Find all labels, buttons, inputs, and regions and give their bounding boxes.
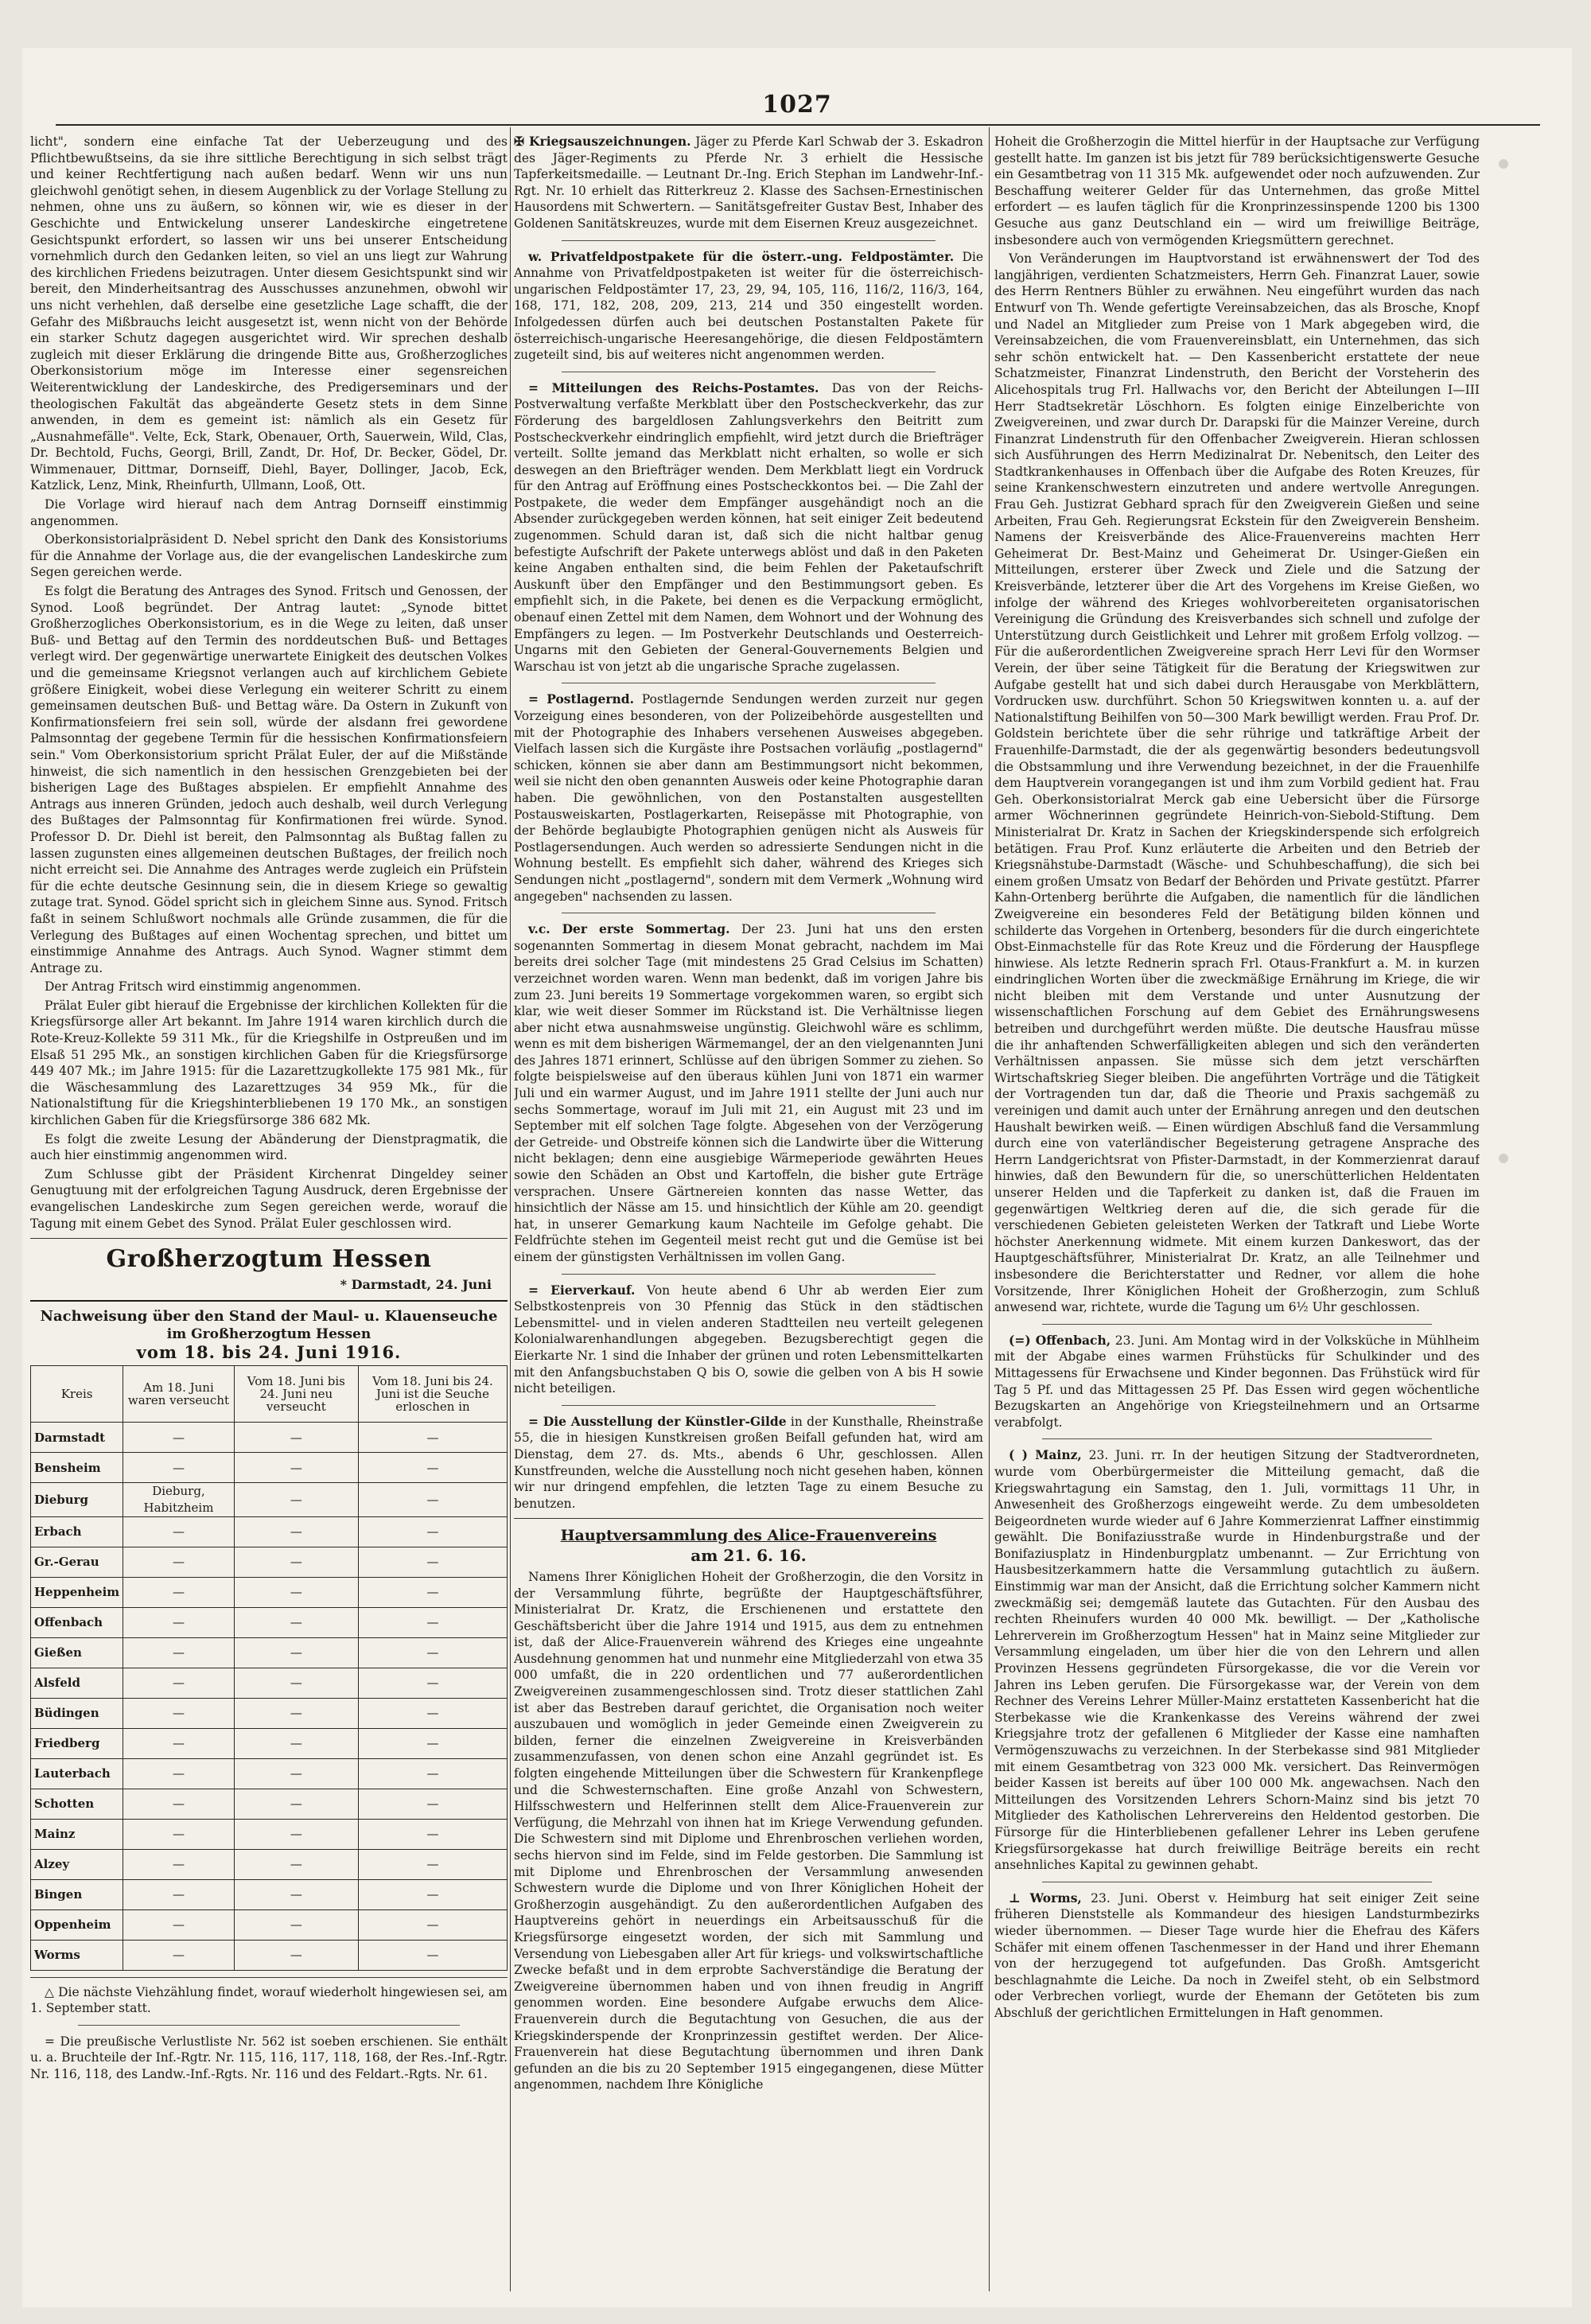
cell-kreis: Bingen: [31, 1879, 123, 1909]
article-eierverkauf: [514, 1283, 983, 1397]
binding-hole: [1499, 159, 1508, 169]
cell-erl: —: [358, 1516, 507, 1547]
table-row: [31, 1423, 508, 1453]
article-paragraph: Hoheit die Großherzogin die Mittel hierfür in der Hauptsache zur Verfügung gestellt hatte. Im ganzen ist bis jetzt für 789 berücksichtigenswerte Gesuche ein Gesamtbetrag von 11 315 Mk. aufgewendet oder noch aufzuwenden. Zur Beschaffung weiterer Gelder für das Unternehmen, das große Mittel erfordert — es laufen täglich für die Kronprinzessinspende 1200 bis 1300 Gesuche aus ganz Deutschland ein — wird um freiwillige Beiträge, insbesondere auch von vermögenden Kriegsmüttern gerechnet.: [994, 134, 1480, 247]
cell-kreis: Büdingen: [31, 1698, 123, 1728]
article-ausstellung: [514, 1414, 983, 1512]
cell-waren: —: [123, 1789, 235, 1819]
table-row: [31, 1940, 508, 1970]
cell-erl: —: [358, 1698, 507, 1728]
table-row: [31, 1607, 508, 1637]
article-heading: ⊥ Worms,: [1009, 1890, 1082, 1906]
article-paragraph: Von Veränderungen im Hauptvorstand ist erwähnenswert der Tod des langjährigen, verdienten Schatzmeisters, Herrn Geh. Finanzrat Lauer, sowie des Herrn Rentners Bühler zu erwähnen. Neu eingeführt wurden das nach Entwurf von Th. Wende gefertigte Vereinsabzeichen, das als Brosche, Knopf und Nadel an Mitglieder zum Preise von 1 Mark abgegeben wird, die Vereinsabzeichen, die vom Frauenvereinsblatt, ein Unternehmen, das sich sehr schön entwickelt hat. — Den Kassenbericht erstattete der neue Schatzmeister, Finanzrat Lindenstruth, den Bericht der Vorsteherin des Alicehospitals trug Frl. Hallwachs vor, den Bericht der Abteilungen I—III Herr Stadtsekretär Löschhorn. Es folgten einige Einzelberichte von Zweigvereinen, und zwar durch Dr. Darapski für die Mainzer Vereine, durch Finanzrat Lindenstruth für den Offenbacher Zweigverein. Hieran schlossen sich Ausführungen des Herrn Medizinalrat Dr. Nebenitsch, den Leiter des Stadtkrankenhauses in Offenbach über die Aufgabe des Roten Kreuzes, für seine Krankenschwestern einzutreten und andere wertvolle Anregungen. Frau Geh. Justizrat Gebhard sprach für den Zweigverein Gießen und seine Arbeiten, Frau Geh. Regierungsrat Eckstein für den Zweigverein Bensheim. Namens der Kreisverbände des Alice-Frauenvereins machten Herr Geheimerat Dr. Best-Mainz und Geheimerat Dr. Usinger-Gießen ein Mitteilungen, ersterer über Zweck und Ziele und die Satzung der Kreisverbände, letzterer über die Art des Vorgehens im Kreise Gießen, wo infolge der während des Krieges wohlvorbereiteten organisatorischen Vereinigung die Gründung des Kreisverbandes sich schnell und zufolge der Unterstützung durch Geistlichkeit und Lehrer mit großem Erfolg vollzog. — Für die außerordentlichen Zweigvereine sprach Herr Levi für den Wormser Verein, der über seine Tätigkeit für die Beratung der Kriegswitwen zur Aufgabe gestellt hat und sich dabei durch Herausgabe von Merkblättern, Vordrucken usw. durchführt. Schon 50 Kriegswitwen konnten u. a. auf der Nationalstiftung Beihilfen von 50—300 Mark bewilligt werden. Frau Prof. Dr. Goldstein berichtete über die sehr rührige und tatkräftige Arbeit der Frauenhilfe-Darmstadt, die der als gegenwärtig besonders bedeutungsvoll die Obstsammlung und ihre Verwendung bezeichnet, in der die Frauenhilfe dem Hauptverein vorangegangen ist und ihm zum Vorbild gedient hat. Frau Geh. Oberkonsistorialrat Merck gab eine Uebersicht über die Fürsorge armer Wöchnerinnen gegründete Heinrich-von-Siebold-Stiftung. Dem Ministerialrat Dr. Kratz in Sachen der Kriegskinderspende sich erfolgreich betätigen. Frau Prof. Kunz erläuterte die Arbeiten und den Betrieb der Kriegsnähstube-Darmstadt (Wäsche- und Schuhbeschaffung), die sich bei einem großen Umsatz von Bedarf der Behörden und Private gestützt. Pfarrer Kahn-Ortenberg berührte die Aufgaben, die namentlich für die ländlichen Zweigvereine ein besonderes Feld der Betätigung bilden können und schilderte das Vorgehen in Ortenberg, besonders für die durch eingerichtete Obst-Einmachstelle für das Rote Kreuz und die Förderung der Hauspflege hinwiese. Als letzte Rednerin sprach Frl. Otaus-Frankfurt a. M. in kurzen eindringlichen Worten über die zweckmäßige Ernährung im Kriege, die wir nicht bleiben mit dem Verstande und unter Ausnutzung der wissenschaftlichen Forschung auf dem Gebiet des Ernährungswesens betreiben und durchgeführt werden müßte. Die deutsche Hausfrau müsse die ihr anhaftenden Schwerfälligkeiten ablegen und sich den veränderten Verhältnissen anpassen. Sie müsse sich dem jetzt verschärften Wirtschaftskrieg Sieger bleiben. Die angeführten Vorträge und die Tätigkeit der Vortragenden tun dar, daß die Theorie und Praxis sachgemäß zu vereinigen und damit auch unter der Ernährung anregen und den deutschen Haushalt bewirken weiß. — Einen würdigen Abschluß fand die Versammlung durch eine von vaterländischer Begeisterung getragene Ansprache des Herrn Landgerichtsrat von Pfister-Darmstadt, in der Kommerzienrat darauf hinwies, daß den Bewundern für die, so unerschütterlichen Heldentaten unserer Helden und die Tapferkeit zu danken ist, daß die Frauen im gegenwärtigen Weltkrieg deren auf die, die sich gerade für die verschiedenen Gebieten geleisteten Werken der Tatkraft und Liebe Worte höchster Anerkennung widmete. Mit einem kurzen Dankeswort, das der Hauptgeschäftsführer, Ministerialrat Dr. Kratz, an alle Teilnehmer und insbesondere die Berichterstatter und Redner, vor allem die hohe Vorsitzende, Ihrer Königlichen Hoheit der Großherzogin, zum Schluß anwesend war, richtete, wurde die Tagung um 6½ Uhr geschlossen.: [994, 251, 1480, 1315]
article-text: in der Kunsthalle, Rheinstraße 55, die in hiesigen Kunstkreisen großen Beifall gefunden hat, wird am Dienstag, dem 27. ds. Mts., abends 6 Uhr, geschlossen. Allen Kunstfreunden, welche die Ausstellung noch nicht gesehen haben, können wir nur dringend empfehlen, die letzten Tage zu einem Besuche zu benutzen.: [514, 1414, 983, 1511]
report-title: Nachweisung über den Stand der Maul- u. Klauenseuche: [30, 1300, 508, 1325]
article-paragraph: Prälat Euler gibt hierauf die Ergebnisse der kirchlichen Kollekten für die Kriegsfürsorge aller Art bekannt. Im Jahre 1914 waren kirchlich durch die Rote-Kreuz-Kollekte 59 311 Mk., für die Kriegshilfe in Ostpreußen und im Elsaß 51 295 Mk., an sonstigen kirchlichen Gaben für die Kriegsfürsorge 449 407 Mk.; im Jahre 1915: für die Lazarettzugkollekte 175 981 Mk., für die Wäschesammlung des Lazarettzuges 34 959 Mk., für die Nationalstiftung für die Kriegshinterbliebenen 19 170 Mk., an sonstigen kirchlichen Gaben für die Kriegsfürsorge 386 682 Mk.: [30, 998, 508, 1128]
cell-waren: —: [123, 1637, 235, 1668]
cell-neu: —: [234, 1547, 358, 1577]
article-heading: w. Privatfeldpostpakete für die österr.-ung. Feldpostämter.: [528, 248, 955, 264]
article-text: 23. Juni. Am Montag wird in der Volksküche in Mühlheim mit der Abgabe eines warmen Frühstücks für Schulkinder und des Mittagessens für Erwachsene und Kinder begonnen. Das Frühstück wird für Tag 5 Pf. und das Mittagessen 25 Pf. Das Essen wird gegen wöchentliche Bezugskarten an Angehörige von Kriegsteilnehmern und an Ortsarme verabfolgt.: [994, 1333, 1480, 1430]
table-row: [31, 1758, 508, 1789]
separator: [562, 1405, 936, 1406]
column-divider: [510, 127, 511, 2291]
cell-erl: —: [358, 1879, 507, 1909]
article-heading: (=) Offenbach,: [1009, 1332, 1111, 1348]
cell-neu: —: [234, 1728, 358, 1758]
article-paragraph: Es folgt die zweite Lesung der Abänderung der Dienstpragmatik, die auch hier einstimmig angenommen wird.: [30, 1131, 508, 1163]
cell-waren: —: [123, 1668, 235, 1698]
table-header-row: [31, 1366, 508, 1423]
column-header-waren: Am 18. Juni waren verseucht: [123, 1366, 235, 1423]
cell-kreis: Lauterbach: [31, 1758, 123, 1789]
article-paragraph: Die Vorlage wird hierauf nach dem Antrag Dornseiff einstimmig angenommen.: [30, 497, 508, 528]
livestock-disease-report: [30, 1300, 508, 1971]
dateline: * Darmstadt, 24. Juni: [340, 1277, 492, 1293]
column-header-neu: Vom 18. Juni bis 24. Juni neu verseucht: [234, 1366, 358, 1423]
cell-neu: —: [234, 1819, 358, 1849]
section-rule: [30, 1977, 508, 1978]
newspaper-page: [22, 48, 1572, 2307]
table-row: [31, 1909, 508, 1940]
separator: [1042, 1438, 1432, 1439]
cell-waren: —: [123, 1516, 235, 1547]
table-row: [31, 1547, 508, 1577]
cell-kreis: Gr.-Gerau: [31, 1547, 123, 1577]
cell-kreis: Gießen: [31, 1637, 123, 1668]
disease-table: [30, 1365, 508, 1970]
table-row: [31, 1819, 508, 1849]
alice-heading: Hauptversammlung des Alice-Frauenvereins: [560, 1527, 937, 1545]
cell-neu: —: [234, 1516, 358, 1547]
article-text: Jäger zu Pferde Karl Schwab der 3. Eskadron des Jäger-Regiments zu Pferde Nr. 3 erhielt die Hessische Tapferkeitsmedaille. — Leutnant Dr.-Ing. Erich Stephan im Landwehr-Inf.-Rgt. Nr. 10 erhielt das Ritterkreuz 2. Klasse des Sachsen-Ernestinischen Hausordens mit Schwertern. — Sanitätsgefreiter Gustav Best, Inhaber des Goldenen Sanitätskreuzes, wurde mit dem Eisernen Kreuz ausgezeichnet.: [514, 134, 983, 231]
cell-erl: —: [358, 1728, 507, 1758]
article-heading: ✠ Kriegsauszeichnungen.: [514, 134, 691, 149]
cell-neu: —: [234, 1758, 358, 1789]
cell-neu: —: [234, 1423, 358, 1453]
column-header-erloschen: Vom 18. Juni bis 24. Juni ist die Seuche erloschen in: [358, 1366, 507, 1423]
cell-kreis: Erbach: [31, 1516, 123, 1547]
cell-neu: —: [234, 1909, 358, 1940]
table-row: [31, 1728, 508, 1758]
cell-waren: —: [123, 1940, 235, 1970]
column-3: [994, 134, 1480, 2298]
cell-waren: —: [123, 1728, 235, 1758]
cell-neu: —: [234, 1483, 358, 1516]
article-text: Das von der Reichs-Postverwaltung verfaßte Merkblatt über den Postscheckverkehr, das zur Förderung des bargeldlosen Zahlungsverkehrs den Beitritt zum Postscheckverkehr eindringlich empfiehlt, wird jetzt durch die Briefträger verteilt. Sollte jemand das Merkblatt nicht erhalten, so wolle er sich deswegen an den Briefträger wenden. Dem Merkblatt liegt ein Vordruck für den Antrag auf Eröffnung eines Postscheckkontos bei. — Die Zahl der Postpakete, die weder dem Empfänger ausgehändigt noch an die Absender zurückgegeben werden können, hat seit einiger Zeit bedeutend zugenommen. Schuld daran ist, daß sich die nicht haltbar genug befestigte Aufschrift der Pakete unterwegs ablöst und daß in den Paketen keine Angaben enthalten sind, die beim Fehlen der Paketaufschrift Auskunft über den Empfänger und den Bestimmungsort geben. Es empfiehlt sich, in die Pakete, bei denen es die Verpackung ermöglicht, obenauf einen Zettel mit dem Namen, dem Wohnort und der Wohnung des Empfängers zu legen. — Im Postverkehr Deutschlands und Oesterreich-Ungarns mit den Gebieten der General-Gouvernements Belgien und Warschau ist von jetzt ab die ungarische Sprache zugelassen.: [514, 380, 983, 674]
article-text: 23. Juni. Oberst v. Heimburg hat seit einiger Zeit seine früheren Dienststelle als Kommandeur des hiesigen Landsturmbezirks wieder übernommen. — Dieser Tage wurde hier die Ehefrau des Käfers Schäfer mit einem offenen Taschenmesser in der Hand und ihrer Ehemann von der herzugegend tot aufgefunden. Das Großh. Amtsgericht beschlagnahmte die Leiche. Da noch in Zweifel steht, ob ein Selbstmord oder Verbrechen vorliegt, wurde der Ehemann der Getöteten bis zum Abschluß der gerichtlichen Ermittelungen in Haft genommen.: [994, 1890, 1480, 2020]
article-paragraph: Es folgt die Beratung des Antrages des Synod. Fritsch und Genossen, der Synod. Looß begründet. Der Antrag lautet: „Synode bittet Großherzogliches Oberkonsistorium, es in die Wege zu leiten, daß unser Buß- und Bettag auf den Termin des norddeutschen Buß- und Bettages verlegt wird. Der gegenwärtige unerwartete Einigkeit des deutschen Volkes und die gemeinsame Kriegsnot verlangen auch auf kirchlichem Gebiete größere Einigkeit, wobei diese Verlegung ein weiterer Schritt zu einem gemeinsamen deutschen Buß- und Bettag wäre. Da Ostern in Zukunft von Konfirmationsfeiern frei sein soll, würde der alsdann frei gewordene Palmsonntag der gegebene Termin für die hessischen Konfirmationsfeiern sein." Vom Oberkonsistorium spricht Prälat Euler, der auf die Mißstände hinweist, die sich namentlich in den hessischen Grenzgebieten bei der bisherigen Lage des Bußtages abspielen. Er empfiehlt Annahme des Antrags aus inneren Gründen, jedoch auch deshalb, weil durch Verlegung des Bußtages der Palmsonntag für Konfirmationen frei würde. Synod. Professor D. Dr. Diehl ist bereit, den Palmsonntag als Bußtag fallen zu lassen zugunsten eines allgemeinen deutschen Bußtages, der freilich noch nicht erreicht sei. Die Annahme des Antrages werde zugleich ein Prüfstein für die echte deutsche Gesinnung sein, die in diesem Kriege so gewaltig zutage trat. Synod. Gödel spricht sich in gleichem Sinne aus. Synod. Fritsch faßt in seinem Schlußwort nochmals alle Gründe zusammen, die für die Verlegung des Bußtages auf einen Wochentag sprechen, und bittet um einstimmige Annahme des Antrags. Auch Synod. Wagner stimmt dem Antrage zu.: [30, 584, 508, 975]
cell-waren: —: [123, 1849, 235, 1879]
cell-kreis: Friedberg: [31, 1728, 123, 1758]
article-sommertag: [514, 921, 983, 1265]
article-heading: ( ) Mainz,: [1009, 1447, 1082, 1463]
article-offenbach: [994, 1333, 1480, 1431]
article-paragraph: Zum Schlusse gibt der Präsident Kirchenrat Dingeldey seiner Genugtuung mit der erfolgreichen Tagung Ausdruck, deren Ergebnisse der evangelischen Landeskirche zum Segen gereichen werde, worauf die Tagung mit einem Gebet des Synod. Prälat Euler geschlossen wird.: [30, 1166, 508, 1231]
cell-waren: —: [123, 1698, 235, 1728]
cell-erl: —: [358, 1637, 507, 1668]
table-row: [31, 1698, 508, 1728]
article-paragraph: Namens Ihrer Königlichen Hoheit der Großherzogin, die den Vorsitz in der Versammlung führte, begrüßte der Hauptgeschäftsführer, Ministerialrat Dr. Kratz, die Erschienenen und erstattete den Geschäftsbericht über die Jahre 1914 und 1915, aus dem zu entnehmen ist, daß der Alice-Frauenverein während des Krieges eine ungeahnte Ausdehnung genommen hat und nunmehr eine Mitgliederzahl von etwa 35 000 umfaßt, die in 220 ordentlichen und 77 außerordentlichen Zweigvereinen zusammengeschlossen sind. Trotz dieser stattlichen Zahl ist aber das Bestreben darauf gerichtet, die Organisation noch weiter auszubauen und womöglich in jeder Gemeinde einen Zweigverein zu bilden, ferner die einzelnen Zweigvereine in Kreisverbänden zusammenzufassen, von denen schon eine Anzahl gegründet ist. Es folgten eingehende Mitteilungen über die Schwestern für Krankenpflege und die Schwesternschaften. Eine große Anzahl von Schwestern, Hilfsschwestern und Helferinnen stellt dem Alice-Frauenverein zur Verfügung, die Mehrzahl von ihnen hat im Kriege Verwendung gefunden. Die Schwestern sind mit Diplome und Ehrenbroschen verliehen worden, sechs hiervon sind im Felde, sind im Felde gestorben. Die Sammlung ist mit Diplome und Ehrenbroschen der Versammlung anwesenden Schwestern wurde die Diplome und von Ihrer Königlichen Hoheit der Großherzogin ausgehändigt. Zu den außerordentlichen Aufgaben des Hauptvereins gehört in neuerdings ein Arbeitsausschuß für die Kriegsfürsorge eingesetzt worden, der sich mit Sammlung und Versendung von Liebesgaben aller Art für kriegs- und volkswirtschaftliche Zwecke befaßt und in dem erprobte Sachverständige die Beratung der Zweigvereine übernommen haben und von ihnen freudig in Angriff genommen worden. Eine besondere Aufgabe erwuchs dem Alice-Frauenverein durch die Begutachtung von Gesuchen, die aus der Kriegskinderspende der Kronprinzessin gestiftet werden. Der Alice-Frauenverein hat diese Begutachtung übernommen und ihren Dank gefunden an die bis zu 20 September 1915 eingegangenen, diese Mütter angenommen, nachdem Ihre Königliche: [514, 1569, 983, 2092]
table-row: [31, 1668, 508, 1698]
cell-waren: —: [123, 1879, 235, 1909]
cell-neu: —: [234, 1849, 358, 1879]
table-row: [31, 1516, 508, 1547]
article-feldpost: [514, 249, 983, 364]
article-paragraph: △ Die nächste Viehzählung findet, worauf wiederholt hingewiesen sei, am 1. September statt.: [30, 1984, 508, 2016]
article-heading: v.c. Der erste Sommertag.: [528, 921, 730, 937]
cell-waren: —: [123, 1607, 235, 1637]
cell-kreis: Alzey: [31, 1849, 123, 1879]
cell-erl: —: [358, 1483, 507, 1516]
article-heading: = Postlagernd.: [528, 691, 634, 707]
cell-kreis: Darmstadt: [31, 1423, 123, 1453]
article-text: Von heute abend 6 Uhr ab werden Eier zum Selbstkostenpreis von 30 Pfennig das Stück in den städtischen Lebensmittel- und in vielen anderen Stadtteilen neu verteilt gelegenen Kolonialwarenhandlungen abgegeben. Bezugsberechtigt gegen die Eierkarte Nr. 1 sind die Inhaber der grünen und roten Lebensmittelkarten mit den Anfangsbuchstaben Q bis O, sowie die gelben von A bis H sowie nicht beteiligen.: [514, 1283, 983, 1396]
cell-kreis: Schotten: [31, 1789, 123, 1819]
column-1: [30, 134, 508, 2282]
cell-kreis: Alsfeld: [31, 1668, 123, 1698]
cell-waren: —: [123, 1909, 235, 1940]
table-row: [31, 1879, 508, 1909]
table-row: [31, 1849, 508, 1879]
cell-waren: —: [123, 1423, 235, 1453]
cell-waren: —: [123, 1577, 235, 1607]
article-text: Der 23. Juni hat uns den ersten sogenannten Sommertag in diesem Monat gebracht, nachdem im Mai bereits drei solcher Tage (mit mindestens 25 Grad Celsius im Schatten) verzeichnet worden waren. Wenn man bedenkt, daß im vorigen Jahre bis zum 23. Juni bereits 19 Sommertage vorgekommen waren, so ergibt sich klar, wie weit dieser Sommer im Rückstand ist. Die Verhältnisse liegen aber nicht etwa ausnahmsweise ungünstig. Gleichwohl wäre es schlimm, wenn es mit dem bisherigen Wärmemangel, der an den vielgenannten Juni des Jahres 1871 erinnert, Schlüsse auf den übrigen Sommer zu ziehen. So folgte beispielsweise auf den überaus kühlen Juni von 1871 ein warmer Juli und ein warmer August, und im Jahre 1911 stellte der Juni auch nur sechs Sommertage, worauf im Juli mit 21, ein August mit 23 und im September mit elf solchen Tage folgte. Abgesehen von der Verzögerung der Getreide- und Obstreife können sich die Landwirte über die Witterung nicht beklagen; denn eine ausgiebige Wärmeperiode gewährten Heues sowie den Schäden an Obst und Kartoffeln, die bisher gute Erträge versprachen. Unsere Gärtnereien konnten das nasse Wetter, das hinsichtlich der Nässe am 15. und hinsichtlich der Kühle am 20. geendigt hat, in unserer Gemarkung kaum Nachteile im Gefolge gehabt. Die Feldfrüchte stehen im Gegenteil meist recht gut und die Gemüse ist bei einem der günstigsten Verhältnissen im vollen Gang.: [514, 922, 983, 1264]
article-text: 23. Juni. rr. In der heutigen Sitzung der Stadtverordneten, wurde vom Oberbürgermeister die Mitteilung gemacht, daß die Kriegswahrtagung ein Samstag, den 1. Juli, vormittags 11 Uhr, in Anwesenheit des Großherzogs eingeweiht werde. Zu dem umbesoldeten Beigeordneten wurde wieder auf 6 Jahre Kommerzienrat Laffner einstimmig gewählt. Die Bonifaziusstraße wurde in Hindenburgstraße und der Bonifaziusplatz in Hindenburgplatz umbenannt. — Zur Errichtung von Hausbesitzerkammern hatte die Versammlung gutachtlich zu äußern. Einstimmig war man der Ansicht, daß die Errichtung solcher Kammern nicht zweckmäßig sei; demgemäß lautete das Gutachten. Für den Ausbau des rechten Rheinufers wurden 40 000 Mk. bewilligt. — Der „Katholische Lehrerverein im Großherzogtum Hessen" hat in Mainz seine Mitglieder zur Versammlung eingeladen, um über hier die von den Lehrern und allen Provinzen Hessens gegründeten Fürsorgekasse, die vor die Verein vor Jahren ins Leben gerufen. Die Fürsorgekasse war, der Verein von dem Rechner des Vereins Lehrer Müller-Mainz erstatteten Kassenbericht hat die Sterbekasse wie die Krankenkasse des Vereins während der zwei Kriegsjahre trotz der gefallenen 6 Mitglieder der Kasse eine namhaften Vermögenszuwachs zu verzeichnen. In der Sterbekasse sind 981 Mitglieder mit einem Gesamtbetrag von 323 000 Mk. versichert. Das Reinvermögen beider Kassen ist bereits auf über 100 000 Mk. angewachsen. Nach den Mitteilungen des Vorsitzenden Lehrers Schorn-Mainz sind bis jetzt 70 Mitglieder des Katholischen Lehrervereins den Heldentod gestorben. Die Fürsorge für die Hinterbliebenen gefallener Lehrer ins Leben gerufene Kriegsfürsorgekasse hat durch freiwillige Beiträge bereits ein recht ansehnliches Kapital zu gewinnen gehabt.: [994, 1448, 1480, 1873]
section-rule: [514, 1518, 983, 1519]
cell-waren: —: [123, 1453, 235, 1483]
cell-kreis: Heppenheim: [31, 1577, 123, 1607]
cell-erl: —: [358, 1547, 507, 1577]
separator: [78, 2025, 460, 2026]
section-rule: [30, 1238, 508, 1239]
article-paragraph: Der Antrag Fritsch wird einstimmig angenommen.: [45, 979, 361, 995]
cell-waren: —: [123, 1819, 235, 1849]
article-text: Postlagernde Sendungen werden zurzeit nur gegen Vorzeigung eines besonderen, von der Polizeibehörde ausgestellten und mit der Photographie des Inhabers versehenen Ausweises abgegeben. Vielfach lassen sich die Kurgäste ihre Postsachen vorläufig „postlagernd" schicken, können sie aber dann am Bestimmungsort nicht bekommen, weil sie nicht den oben genannten Ausweis oder keine Photographie daran haben. Die gewöhnlichen, von den Postanstalten ausgestellten Postausweiskarten, Postlagerkarten, Reisepässe mit Photographie, von der Behörde beglaubigte Photographien genügen nicht als Ausweis für Postlagersendungen. Auch werden so adressierte Sendungen nicht in die Wohnung bestellt. Es empfiehlt sich daher, während des Krieges sich Sendungen nicht „postlagernd", sondern mit dem Vermerk „Wohnung wird angegeben" nachsenden zu lassen.: [514, 692, 983, 904]
article-paragraph: Oberkonsistorialpräsident D. Nebel spricht den Dank des Konsistoriums für die Annahme der Vorlage aus, die der evangelischen Landeskirche zum Segen gereichen werde.: [30, 532, 508, 580]
cell-neu: —: [234, 1698, 358, 1728]
cell-erl: —: [358, 1577, 507, 1607]
cell-erl: —: [358, 1668, 507, 1698]
page-number: 1027: [762, 91, 832, 119]
table-row: [31, 1453, 508, 1483]
section-title: Großherzogtum Hessen: [106, 1245, 432, 1274]
article-heading: = Mitteilungen des Reichs-Postamtes.: [528, 380, 819, 395]
cell-kreis: Worms: [31, 1940, 123, 1970]
cell-waren: —: [123, 1758, 235, 1789]
article-postlagernd: [514, 691, 983, 905]
article-kriegsauszeichnungen: [514, 134, 983, 232]
article-worms: [994, 1890, 1480, 2022]
alice-date: am 21. 6. 16.: [690, 1546, 807, 1566]
article-paragraph: = Die preußische Verlustliste Nr. 562 ist soeben erschienen. Sie enthält u. a. Bruchteile der Inf.-Rgtr. Nr. 115, 116, 117, 118, 168, der Res.-Inf.-Rgtr. Nr. 116, 118, des Landw.-Inf.-Rgts. Nr. 116 und des Feldart.-Rgts. Nr. 61.: [30, 2034, 508, 2081]
cell-kreis: Offenbach: [31, 1607, 123, 1637]
cell-erl: —: [358, 1789, 507, 1819]
cell-neu: —: [234, 1577, 358, 1607]
separator: [1042, 1324, 1432, 1325]
separator: [562, 240, 936, 241]
column-divider: [989, 127, 990, 2291]
table-row: [31, 1789, 508, 1819]
table-row: [31, 1577, 508, 1607]
report-subtitle: im Großherzogtum Hessen: [166, 1325, 371, 1342]
cell-erl: —: [358, 1819, 507, 1849]
article-reichspost: [514, 380, 983, 675]
cell-neu: —: [234, 1637, 358, 1668]
binding-hole: [1499, 1154, 1508, 1163]
report-date: vom 18. bis 24. Juni 1916.: [136, 1341, 402, 1362]
cell-neu: —: [234, 1879, 358, 1909]
cell-erl: —: [358, 1849, 507, 1879]
column-2: [514, 134, 983, 2298]
cell-neu: —: [234, 1789, 358, 1819]
cell-kreis: Dieburg: [31, 1483, 123, 1516]
cell-erl: —: [358, 1909, 507, 1940]
article-paragraph: licht", sondern eine einfache Tat der Ueberzeugung und des Pflichtbewußtseins, da sie ihre sittliche Berechtigung in sich selbst trägt und keiner Rechtfertigung nach außen bedarf. Wenn wir uns nun gleichwohl genötigt sehen, in diesem Augenblick zu der Vorlage Stellung zu nehmen, ohne uns zu äußern, so können wir, wie es dieser in der Geschichte und Entwickelung unserer Landeskirche eingetretene Gesichtspunkt erfordert, so lassen wir uns bei unserer Entscheidung vornehmlich durch den Gedanken leiten, so viel an uns liegt zur Wahrung des kirchlichen Friedens beizutragen. Unter diesem Gesichtspunkt sind wir bereit, den Minderheitsantrag des Ausschusses anzunehmen, obwohl wir uns nicht verhehlen, daß derselbe eine gesetzliche Lage schafft, die der Gefahr des Mißbrauchs leicht ausgesetzt ist, wenn nicht von der Behörde ein starker Schutz dagegen ausgerichtet wird. Wir sprechen deshalb zugleich mit dieser Erklärung die dringende Bitte aus, Großherzogliches Oberkonsistorium möge im Interesse einer segensreichen Weiterentwicklung der Landeskirche, des Predigerseminars und der theologischen Fakultät das abgeänderte Gesetz stets in dem Sinne anwenden, in dem es gemeint ist: nämlich als ein Gesetz für „Ausnahmefälle". Velte, Eck, Stark, Obenauer, Orth, Sauerwein, Wild, Clas, Dr. Bechtold, Fuchs, Georgi, Brill, Zandt, Dr. Hof, Dr. Becker, Gödel, Dr. Wimmenauer, Dittmar, Dornseiff, Diehl, Bayer, Dollinger, Jacob, Eck, Katzlick, Lenz, Mink, Rheinfurth, Ullmann, Looß, Ott.: [30, 134, 508, 493]
article-text: Die Annahme von Privatfeldpostpaketen ist weiter für die österreichisch-ungarischen Feldpostämter 17, 23, 29, 94, 105, 116, 116/2, 116/3, 164, 168, 171, 182, 208, 209, 213, 214 und 350 eingestellt worden. Infolgedessen dürfen auch bei deutschen Postanstalten Pakete für österreichisch-ungarische Heeresangehörige, die diesen Feldpostämtern zugeteilt sind, bis auf weiteres nicht angenommen werden.: [514, 249, 983, 363]
cell-kreis: Oppenheim: [31, 1909, 123, 1940]
article-heading: = Eierverkauf.: [528, 1282, 636, 1298]
cell-erl: —: [358, 1453, 507, 1483]
article-mainz: [994, 1447, 1480, 1873]
cell-neu: —: [234, 1607, 358, 1637]
cell-neu: —: [234, 1453, 358, 1483]
header-rule: [56, 124, 1540, 126]
column-header-kreis: Kreis: [31, 1366, 123, 1423]
cell-erl: —: [358, 1758, 507, 1789]
cell-kreis: Mainz: [31, 1819, 123, 1849]
cell-waren: —: [123, 1547, 235, 1577]
cell-erl: —: [358, 1607, 507, 1637]
cell-erl: —: [358, 1940, 507, 1970]
table-row: [31, 1637, 508, 1668]
cell-erl: —: [358, 1423, 507, 1453]
cell-waren: Dieburg, Habitzheim: [123, 1483, 235, 1516]
table-row: [31, 1483, 508, 1516]
cell-neu: —: [234, 1668, 358, 1698]
article-heading: = Die Ausstellung der Künstler-Gilde: [528, 1413, 787, 1429]
separator: [562, 1274, 936, 1275]
cell-kreis: Bensheim: [31, 1453, 123, 1483]
cell-neu: —: [234, 1940, 358, 1970]
